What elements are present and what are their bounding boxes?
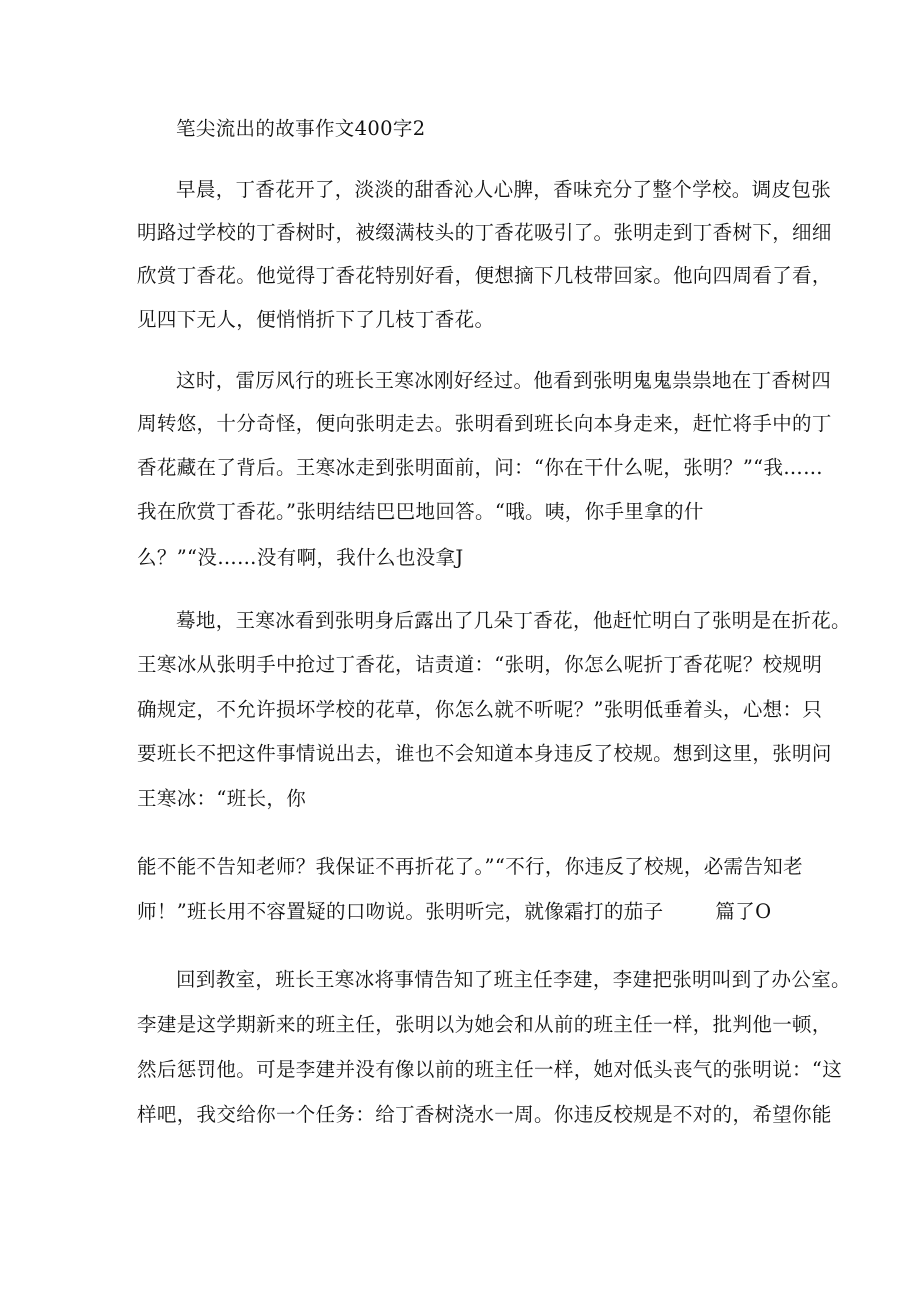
paragraph-5-line-1: 回到教室，班长王寒冰将事情告知了班主任李建，李建把张明叫到了办公室。 — [176, 968, 851, 991]
paragraph-3-line-1: 蓦地，王寒冰看到张明身后露出了几朵丁香花，他赶忙明白了张明是在折花。 — [176, 609, 851, 632]
paragraph-2-line-4: 我在欣赏丁香花。”张明结结巴巴地回答。“哦。咦，你手里拿的什 — [137, 500, 704, 523]
paragraph-1-line-1: 早晨，丁香花开了，淡淡的甜香沁人心脾，香味充分了整个学校。调皮包张 — [176, 178, 832, 201]
paragraph-3-line-5: 王寒冰：“班长，你 — [137, 787, 307, 810]
paragraph-4-line-2 — [137, 902, 797, 922]
paragraph-4-line-2-tail: 篇了O — [715, 900, 772, 923]
paragraph-3-line-4: 要班长不把这件事情说出去，谁也不会知道本身违反了校规。想到这里，张明问 — [137, 742, 832, 765]
paragraph-5-line-4: 样吧，我交给你一个任务：给丁香树浇水一周。你违反校规是不对的，希望你能 — [137, 1103, 832, 1126]
paragraph-2-line-1: 这时，雷厉风行的班长王寒冰刚好经过。他看到张明鬼鬼祟祟地在丁香树四 — [176, 369, 832, 392]
document-title: 笔尖流出的故事作文400字2 — [176, 117, 426, 140]
paragraph-2-line-3: 香花藏在了背后。王寒冰走到张明面前，问：“你在干什么呢，张明？”“我…… — [137, 456, 824, 479]
paragraph-5-line-2: 李建是这学期新来的班主任，张明以为她会和从前的班主任一样，批判他一顿， — [137, 1013, 832, 1036]
paragraph-1-line-2: 明路过学校的丁香树时，被缀满枝头的丁香花吸引了。张明走到丁香树下，细细 — [137, 221, 832, 244]
paragraph-4-line-2-text: 师！”班长用不容置疑的口吻说。张明听完，就像霜打的茄子 — [137, 900, 664, 923]
paragraph-3-line-2: 王寒冰从张明手中抢过丁香花，诘责道：“张明，你怎么呢折丁香花呢？校规明 — [137, 653, 823, 676]
paragraph-5-line-3: 然后惩罚他。可是李建并没有像以前的班主任一样，她对低头丧气的张明说：“这 — [137, 1058, 843, 1081]
paragraph-1-line-4: 见四下无人，便悄悄折下了几枝丁香花。 — [137, 308, 495, 331]
paragraph-2-line-2: 周转悠，十分奇怪，便向张明走去。张明看到班长向本身走来，赶忙将手中的丁 — [137, 412, 832, 435]
paragraph-1-line-3: 欣赏丁香花。他觉得丁香花特别好看，便想摘下几枝带回家。他向四周看了看， — [137, 264, 832, 287]
paragraph-3-line-3: 确规定，不允许损坏学校的花草，你怎么就不听呢？”张明低垂着头，心想：只 — [137, 698, 823, 721]
paragraph-2-line-5: 么？”“没……没有啊，我什么也没拿J — [137, 546, 464, 569]
paragraph-4-line-1: 能不能不告知老师？我保证不再折花了。”“不行，你违反了校规，必需告知老 — [137, 855, 803, 878]
